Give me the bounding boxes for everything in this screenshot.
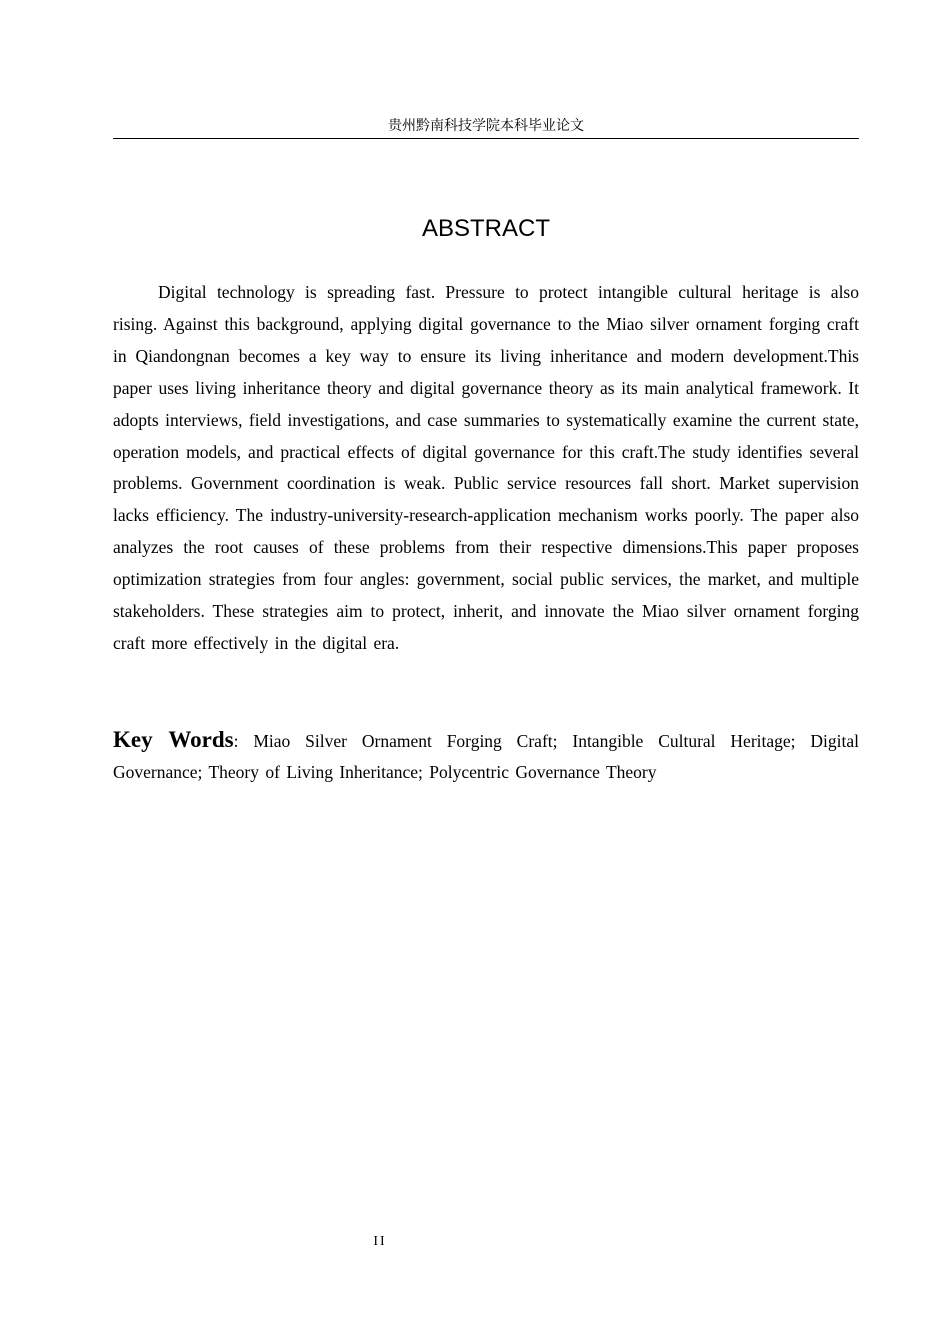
abstract-title: ABSTRACT xyxy=(421,215,550,242)
running-header: 贵州黔南科技学院本科毕业论文 xyxy=(388,118,584,134)
keywords-text: Miao Silver Ornament Forging Craft; Intangible Cultural Heritage; Digital Governance; Theory of Living Inheritance; Polycentric Governance Theory xyxy=(113,731,859,782)
keywords-label: Key Words xyxy=(113,727,234,752)
keywords-paragraph xyxy=(113,724,859,788)
keywords-separator: : xyxy=(233,731,239,751)
abstract-body: Digital technology is spreading fast. Pressure to protect intangible cultural heritage is also rising. Against this background, applying digital governance to the Miao silver ornament forging craft in Qiandongnan becomes a key way to ensure its living inheritance and modern development.This paper uses living inheritance theory and digital governance theory as its main analytical framework. It adopts interviews, field investigations, and case summaries to systematically examine the current state, operation models, and practical effects of digital governance for this craft.The study identifies several problems. Government coordination is weak. Public service resources fall short. Market supervision lacks efficiency. The industry-university-research-application mechanism works poorly. The paper also analyzes the root causes of these problems from their respective dimensions.This paper proposes optimization strategies from four angles: government, social public services, the market, and multiple stakeholders. These strategies aim to protect, inherit, and innovate the Miao silver ornament forging craft more effectively in the digital era. xyxy=(113,282,859,653)
header-divider xyxy=(113,138,859,139)
page-number: II xyxy=(373,1234,387,1249)
